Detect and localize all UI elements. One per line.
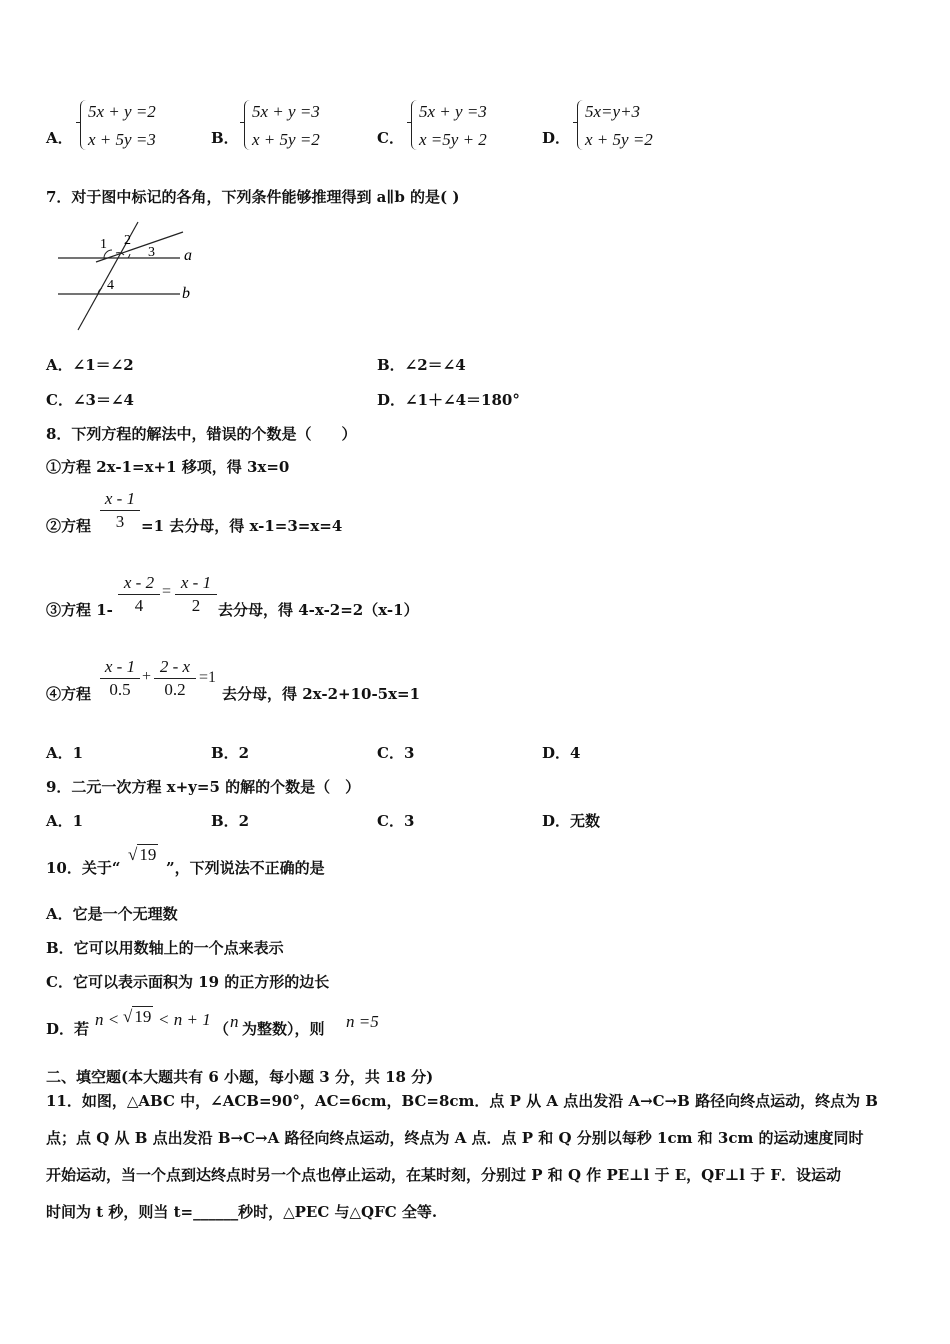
q10-option-d-open-paren: （ xyxy=(214,1020,230,1038)
q8-item-2-prefix: ②方程 xyxy=(46,517,92,535)
q9-option-a: A．1 xyxy=(46,812,84,830)
q8-item-4-fraction-1 xyxy=(100,656,140,701)
q6-option-d-eq2: x + 5y =2 xyxy=(585,130,653,149)
angle3-label: 3 xyxy=(148,245,155,260)
line-a-label: a xyxy=(184,247,192,264)
q10-stem-suffix: ”，下列说法不正确的是 xyxy=(166,859,325,877)
q6-option-d-eq1: 5x=y+3 xyxy=(585,102,641,121)
q7-option-c: C．∠3＝∠4 xyxy=(46,391,134,409)
q10-option-c: C．它可以表示面积为 19 的正方形的边长 xyxy=(46,973,330,991)
parallel-lines-figure xyxy=(52,218,212,334)
q6-option-c-eq2: x =5y + 2 xyxy=(419,130,487,149)
q7-option-d: D．∠1＋∠4＝180° xyxy=(377,391,520,409)
section-2-heading: 二、填空题(本大题共有 6 小题，每小题 3 分，共 18 分) xyxy=(46,1068,434,1086)
q10-option-a: A．它是一个无理数 xyxy=(46,905,178,923)
q8-item-3-prefix: ③方程 1- xyxy=(46,601,113,619)
q10-option-d-ineq-right: < n + 1 xyxy=(158,1010,211,1029)
q10-sqrt-19: √ 19 xyxy=(128,845,157,864)
fraction-denominator: 4 xyxy=(118,594,160,617)
q8-option-b: B．2 xyxy=(211,744,250,762)
q9-option-b: B．2 xyxy=(211,812,250,830)
q10-option-d-sqrt-19: √ 19 xyxy=(123,1007,152,1026)
q6-option-b-eq2: x + 5y =2 xyxy=(252,130,320,149)
q8-option-c: C．3 xyxy=(377,744,415,762)
q7-option-a: A．∠1＝∠2 xyxy=(46,356,134,374)
q8-option-d: D．4 xyxy=(542,744,581,762)
q10-option-d-middle: 为整数），则 xyxy=(242,1020,325,1038)
fraction-numerator: x - 1 xyxy=(104,657,136,676)
q8-stem: 8．下列方程的解法中，错误的个数是（ ） xyxy=(46,425,357,443)
radicand: 19 xyxy=(139,845,157,864)
line-b-label: b xyxy=(182,285,190,302)
q9-option-d: D．无数 xyxy=(542,812,601,830)
q6-option-d-system xyxy=(577,98,653,154)
fraction-denominator: 3 xyxy=(100,510,140,533)
q11-line-1: 11．如图，△ABC 中，∠ACB=90°，AC=6cm，BC=8cm．点 P 从 A 点出发沿 A→C→B 路径向终点运动，终点为 B xyxy=(46,1092,878,1110)
fraction-denominator: 0.2 xyxy=(154,678,196,701)
q8-item-4-prefix: ④方程 xyxy=(46,685,92,703)
radicand: 19 xyxy=(134,1007,152,1026)
q6-option-c-label: C． xyxy=(377,129,404,147)
q6-option-b-system xyxy=(244,98,320,154)
q6-option-a-eq1: 5x + y =2 xyxy=(88,102,156,121)
q8-item-3-fraction-1 xyxy=(118,572,160,617)
q8-item-4-fraction-2 xyxy=(154,656,196,701)
angle3-arc xyxy=(128,254,130,258)
angle4-label: 4 xyxy=(107,278,114,293)
q7-stem: 7．对于图中标记的各角，下列条件能够推理得到 a∥b 的是( ) xyxy=(46,188,460,206)
q10-option-d-ineq-left: n < xyxy=(95,1010,120,1029)
q7-option-b: B．∠2＝∠4 xyxy=(377,356,466,374)
q8-item-2-fraction xyxy=(100,488,140,533)
q10-option-d-result: n =5 xyxy=(346,1012,379,1031)
q10-stem-prefix: 10．关于“ xyxy=(46,859,121,877)
q8-item-3-fraction-2 xyxy=(175,572,217,617)
q6-option-a-system xyxy=(80,98,156,154)
q8-item-3-equals: = xyxy=(162,583,172,600)
fraction-denominator: 2 xyxy=(175,594,217,617)
q6-option-b-label: B． xyxy=(211,129,239,147)
q10-option-d-prefix: D．若 xyxy=(46,1020,90,1038)
q9-stem: 9．二元一次方程 x+y=5 的解的个数是（ ） xyxy=(46,778,361,796)
angle2-label: 2 xyxy=(124,233,131,248)
q6-option-b-eq1: 5x + y =3 xyxy=(252,102,320,121)
q10-option-b: B．它可以用数轴上的一个点来表示 xyxy=(46,939,284,957)
q11-line-4: 时间为 t 秒，则当 t=______秒时，△PEC 与△QFC 全等. xyxy=(46,1203,438,1221)
q9-option-c: C．3 xyxy=(377,812,415,830)
fraction-numerator: 2 - x xyxy=(159,657,191,676)
q6-option-c-eq1: 5x + y =3 xyxy=(419,102,487,121)
q11-line-3: 开始运动，当一个点到达终点时另一个点也停止运动，在某时刻，分别过 P 和 Q 作 PE⊥l 于 E，QF⊥l 于 F．设运动 xyxy=(46,1166,842,1184)
q11-line-2: 点；点 Q 从 B 点出发沿 B→C→A 路径向终点运动，终点为 A 点．点 P 和 Q 分别以每秒 1cm 和 3cm 的运动速度同时 xyxy=(46,1129,864,1147)
q8-item-2-suffix: =1 去分母，得 x-1=3=x=4 xyxy=(141,517,343,535)
q6-option-a-eq2: x + 5y =3 xyxy=(88,130,156,149)
q6-option-a-label: A． xyxy=(46,129,73,147)
fraction-numerator: x - 1 xyxy=(180,573,212,592)
q8-item-4-suffix: 去分母，得 2x-2+10-5x=1 xyxy=(222,685,421,703)
q6-option-c-system xyxy=(411,98,487,154)
q8-item-1: ①方程 2x-1=x+1 移项，得 3x=0 xyxy=(46,458,290,476)
q10-option-d-var-n: n xyxy=(230,1012,239,1031)
q6-option-d-label: D． xyxy=(542,129,571,147)
q8-item-4-plus: + xyxy=(142,668,152,685)
fraction-numerator: x - 1 xyxy=(104,489,136,508)
fraction-denominator: 0.5 xyxy=(100,678,140,701)
q8-option-a: A．1 xyxy=(46,744,84,762)
q8-item-4-equals: =1 xyxy=(199,669,217,686)
fraction-numerator: x - 2 xyxy=(123,573,155,592)
angle1-label: 1 xyxy=(100,237,107,252)
q8-item-3-suffix: 去分母，得 4-x-2=2（x-1） xyxy=(218,601,419,619)
